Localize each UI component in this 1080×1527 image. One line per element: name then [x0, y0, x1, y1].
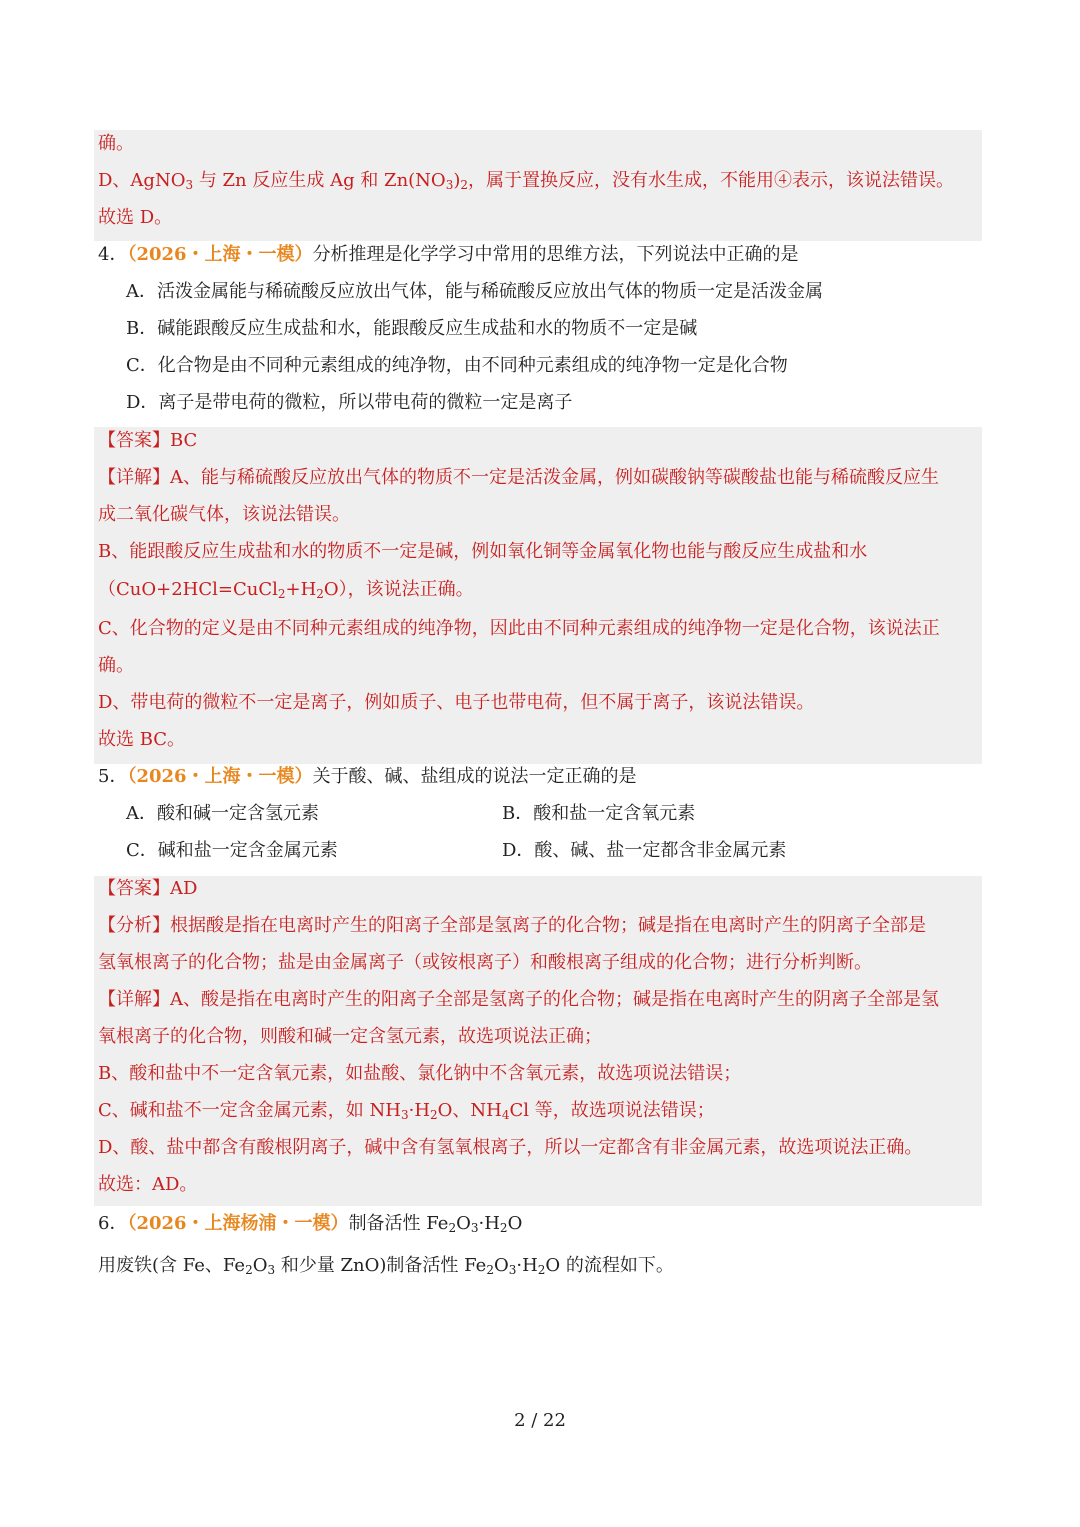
formula-part: O — [507, 1213, 523, 1234]
formula-part: ·H — [478, 1213, 500, 1234]
q5-analysis2: 氢氧根离子的化合物；盐是由金属离子（或铵根离子）和酸根离子组成的化合物；进行分析判断。 — [98, 952, 872, 973]
q5-detail-c — [98, 1092, 715, 1129]
q5-options-row1 — [126, 795, 986, 832]
subscript: 2 — [277, 587, 286, 601]
q6-question — [98, 1205, 522, 1242]
q5-conclusion: 故选：AD。 — [98, 1174, 198, 1195]
answer-value: AD — [170, 878, 198, 899]
text-part: 用废铁(含 Fe、Fe — [98, 1255, 246, 1276]
q3-detail-d: D、AgNO$_3$ 与 Zn 反应生成 Ag 和 $Zn(NO_3)_2$，属于置换反应，没有水生成，不能用④表示，该说法错误。 — [98, 170, 955, 192]
q5-detail-b: B、酸和盐中不一定含氧元素，如盐酸、氯化钠中不含氧元素，故选项说法错误； — [98, 1063, 742, 1084]
q3-d-post: ，属于置换反应，没有水生成，不能用④表示，该说法错误。 — [468, 170, 955, 191]
answer-label: 【答案】 — [98, 878, 170, 899]
q5-answer — [98, 870, 197, 907]
q4-detail-d: D、带电荷的微粒不一定是离子，例如质子、电子也带电荷，但不属于离子，该说法错误。 — [98, 692, 815, 713]
subscript: 4 — [501, 1108, 510, 1122]
q4-option-a: A．活泼金属能与稀硫酸反应放出气体，能与稀硫酸反应放出气体的物质一定是活泼金属 — [126, 281, 823, 302]
subscript: 3 — [267, 1263, 276, 1277]
q5-detail-a1 — [98, 981, 939, 1018]
analysis-label: 【分析】 — [98, 915, 170, 936]
subscript: 2 — [486, 1263, 494, 1277]
detail-text: A、能与稀硫酸反应放出气体的物质不一定是活泼金属，例如碳酸钠等碳酸盐也能与稀硫酸反应生 — [170, 467, 939, 488]
q3-d-pre: D、AgNO — [98, 170, 186, 191]
q4-detail-c2: 确。 — [98, 655, 134, 676]
eq-post: O），该说法正确。 — [323, 579, 474, 600]
q5-detail-d: D、酸、盐中都含有酸根阴离子，碱中含有氢氧根离子，所以一定都含有非金属元素，故选项说法正确。 — [98, 1137, 923, 1158]
q4-detail-a1 — [98, 459, 939, 496]
q3-d-mid: 与 Zn 反应生成 Ag 和 Zn(NO — [193, 170, 446, 191]
q5-option-a: A．酸和碱一定含氢元素 — [126, 803, 319, 824]
c-mid2: O、NH — [437, 1100, 502, 1121]
q5-options-row2 — [126, 832, 986, 869]
q5-source: （2026・上海・一模） — [127, 766, 313, 787]
q4-detail-equation — [98, 571, 474, 608]
q4-option-d: D．离子是带电荷的微粒，所以带电荷的微粒一定是离子 — [126, 392, 573, 413]
subscript: 2 — [537, 1263, 546, 1277]
q5-option-d: D．酸、碱、盐一定都含非金属元素 — [502, 840, 787, 861]
subscript: 2 — [460, 178, 469, 192]
q3-tail-line: 确。 — [98, 133, 134, 154]
q4-option-c: C．化合物是由不同种元素组成的纯净物，由不同种元素组成的纯净物一定是化合物 — [126, 355, 788, 376]
detail-label: 【详解】 — [98, 989, 170, 1010]
analysis-text: 根据酸是指在电离时产生的阳离子全部是氢离子的化合物；碱是指在电离时产生的阴离子全部是 — [170, 915, 926, 936]
subscript: 2 — [448, 1221, 457, 1235]
c-pre: C、碱和盐不一定含金属元素，如 NH — [98, 1100, 401, 1121]
q6-source: （2026・上海杨浦・一模） — [127, 1213, 349, 1234]
subscript: 3 — [470, 1221, 479, 1235]
q4-conclusion: 故选 BC。 — [98, 729, 186, 750]
q4-number: 4． — [98, 244, 128, 265]
q4-detail-a2: 成二氧化碳气体，该说法错误。 — [98, 504, 350, 525]
q5-number: 5． — [98, 766, 128, 787]
text-part: O — [493, 1255, 509, 1276]
c-post: Cl 等，故选项说法错误； — [509, 1100, 715, 1121]
eq-pre: （CuO+2HCl=CuCl — [98, 579, 278, 600]
text-part: O 的流程如下。 — [545, 1255, 674, 1276]
detail-text: A、酸是指在电离时产生的阳离子全部是氢离子的化合物；碱是指在电离时产生的阴离子全部是氢 — [170, 989, 939, 1010]
q4-option-b: B．碱能跟酸反应生成盐和水，能跟酸反应生成盐和水的物质不一定是碱 — [126, 318, 698, 339]
q5-question — [98, 758, 637, 795]
text-part: O — [252, 1255, 268, 1276]
detail-label: 【详解】 — [98, 467, 170, 488]
subscript: 2 — [430, 1108, 438, 1122]
q6-intro — [98, 1247, 674, 1284]
q4-question — [98, 236, 799, 273]
subscript: 2 — [245, 1263, 253, 1277]
eq-mid: +H — [285, 579, 317, 600]
answer-label: 【答案】 — [98, 430, 170, 451]
q4-source: （2026・上海・一模） — [127, 244, 313, 265]
q5-analysis1 — [98, 907, 926, 944]
answer-value: BC — [170, 430, 198, 451]
subscript: 3 — [185, 178, 194, 192]
q4-detail-b1: B、能跟酸反应生成盐和水的物质不一定是碱，例如氧化铜等金属氧化物也能与酸反应生成盐和水 — [98, 541, 868, 562]
q4-answer — [98, 422, 197, 459]
q5-detail-a2: 氧根离子的化合物，则酸和碱一定含氢元素，故选项说法正确； — [98, 1026, 602, 1047]
subscript: 3 — [445, 178, 454, 192]
q3-conclusion: 故选 D。 — [98, 207, 173, 228]
formula-part: O — [456, 1213, 471, 1234]
q5-stem: 关于酸、碱、盐组成的说法一定正确的是 — [312, 766, 637, 787]
subscript: 3 — [400, 1108, 409, 1122]
subscript: 2 — [316, 587, 324, 601]
q5-option-b: B．酸和盐一定含氧元素 — [502, 803, 696, 824]
q4-detail-c1: C、化合物的定义是由不同种元素组成的纯净物，因此由不同种元素组成的纯净物一定是化合物，该说法正 — [98, 618, 940, 639]
q5-option-c: C．碱和盐一定含金属元素 — [126, 840, 338, 861]
c-mid: ·H — [408, 1100, 431, 1121]
page-number: 2 / 22 — [514, 1410, 566, 1431]
subscript: 3 — [508, 1263, 517, 1277]
q4-stem: 分析推理是化学学习中常用的思维方法，下列说法中正确的是 — [312, 244, 799, 265]
q6-number: 6． — [98, 1213, 128, 1234]
text-part: ·H — [516, 1255, 538, 1276]
text-part: 和少量 ZnO)制备活性 Fe — [275, 1255, 487, 1276]
subscript: 2 — [499, 1221, 508, 1235]
q6-stem-pre: 制备活性 Fe — [348, 1213, 449, 1234]
